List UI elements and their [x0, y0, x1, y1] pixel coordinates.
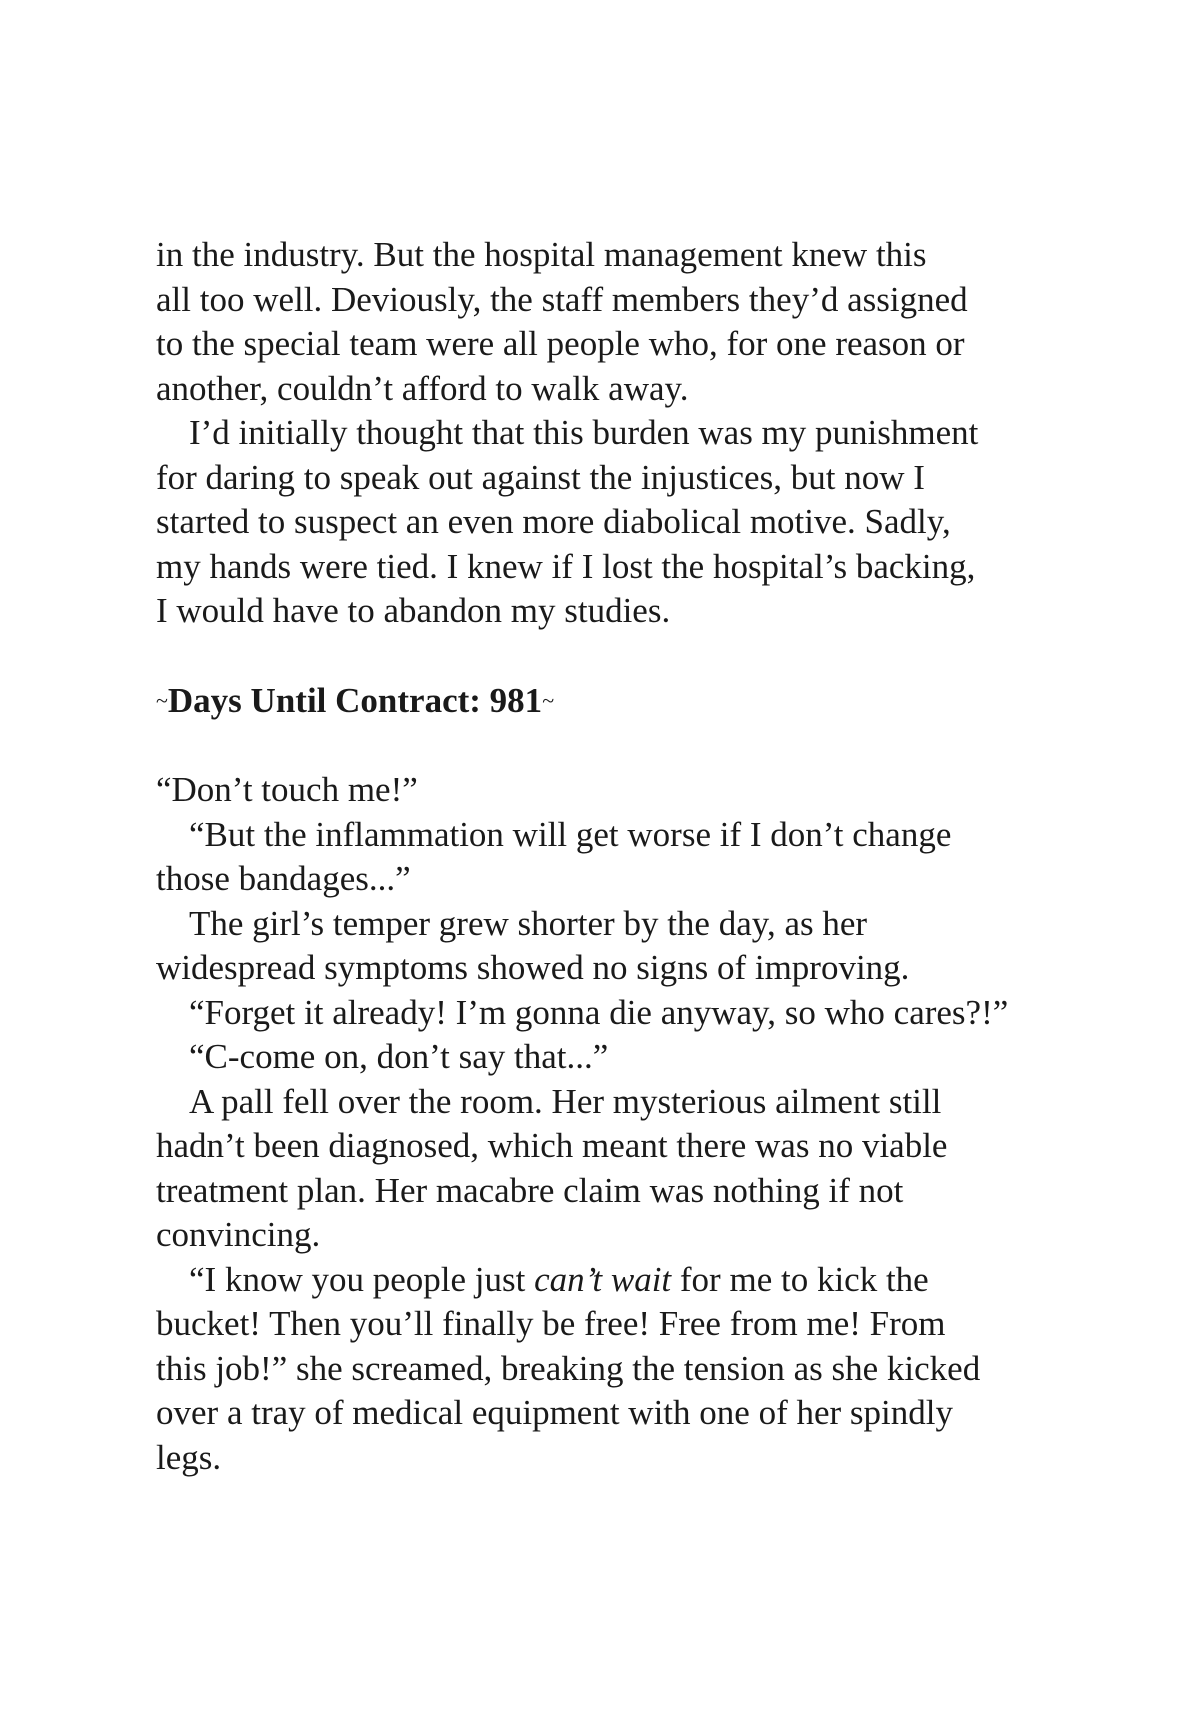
text-line: hadn’t been diagnosed, which meant there was no viable [156, 1126, 948, 1165]
text-line: “Don’t touch me!” [156, 770, 418, 809]
text-line-with-emphasis [156, 1258, 929, 1302]
text-line: to the special team were all people who, for one reason or [156, 324, 965, 363]
text-segment: “I know you people just [189, 1260, 535, 1299]
heading-text: Days Until Contract: 981 [167, 681, 543, 720]
text-line: A pall fell over the room. Her mysterious ailment still [189, 1082, 942, 1121]
text-line: widespread symptoms showed no signs of improving. [156, 948, 910, 987]
text-line: “C-come on, don’t say that...” [189, 1037, 609, 1076]
text-line: “Forget it already! I’m gonna die anyway, so who cares?!” [189, 993, 1009, 1032]
text-line: The girl’s temper grew shorter by the day, as her [189, 904, 868, 943]
text-line: I’d initially thought that this burden was my punishment [189, 413, 979, 452]
text-line: this job!” she screamed, breaking the tension as she kicked [156, 1349, 981, 1388]
text-line: I would have to abandon my studies. [156, 591, 671, 630]
text-line: “But the inflammation will get worse if I don’t change [189, 815, 952, 854]
text-line: bucket! Then you’ll finally be free! Free from me! From [156, 1304, 946, 1343]
text-line: legs. [156, 1438, 222, 1477]
heading-tilde-right: ~ [542, 688, 555, 713]
text-line: started to suspect an even more diabolical motive. Sadly, [156, 502, 951, 541]
section-heading [156, 679, 554, 723]
text-line: convincing. [156, 1215, 321, 1254]
text-line: treatment plan. Her macabre claim was nothing if not [156, 1171, 904, 1210]
text-line: those bandages...” [156, 859, 411, 898]
text-line: another, couldn’t afford to walk away. [156, 369, 689, 408]
text-line: over a tray of medical equipment with one of her spindly [156, 1393, 953, 1432]
text-line: my hands were tied. I knew if I lost the hospital’s backing, [156, 547, 976, 586]
emphasis-text: can’t wait [534, 1260, 672, 1299]
heading-tilde-left: ~ [156, 688, 168, 713]
text-segment: for me to kick the [671, 1260, 929, 1299]
text-line: for daring to speak out against the injustices, but now I [156, 458, 925, 497]
text-line: all too well. Deviously, the staff members they’d assigned [156, 280, 968, 319]
text-line: in the industry. But the hospital management knew this [156, 235, 927, 274]
